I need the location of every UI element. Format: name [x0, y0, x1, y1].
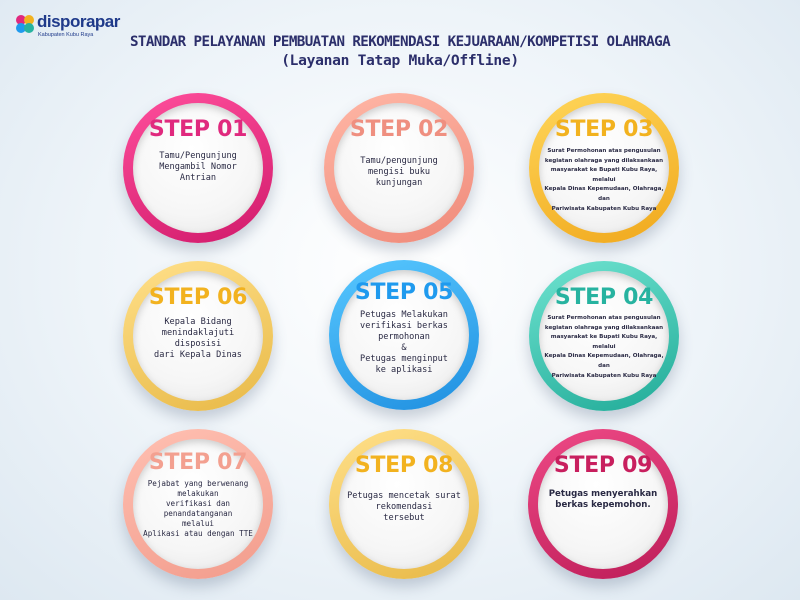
step-07-label: STEP 07 [148, 450, 248, 475]
disporapar-logo-icon [14, 13, 36, 35]
step-01-label: STEP 01 [148, 117, 248, 142]
step-08-label: STEP 08 [354, 453, 454, 478]
step-05-circle [329, 260, 479, 410]
title-line-1: STANDAR PELAYANAN PEMBUATAN REKOMENDASI KEJUARAAN/KOMPETISI OLAHRAGA [129, 34, 671, 50]
logo-brand: disporapar [37, 12, 120, 31]
step-06-text: Kepala Bidang menindaklajuti disposisi dari Kepala Dinas [154, 317, 242, 360]
step-08-circle [329, 429, 479, 579]
step-05-text: Petugas Melakukan verifikasi berkas permohonan & Petugas menginput ke aplikasi [360, 310, 448, 375]
step-09-text: Petugas menyerahkan berkas kepemohon. [548, 489, 658, 510]
step-04-circle [529, 261, 679, 411]
step-05-label: STEP 05 [354, 280, 454, 305]
logo-subtitle: Kabupaten Kubu Raya [38, 32, 94, 38]
step-04-label: STEP 04 [554, 285, 654, 310]
step-07-text: Pejabat yang berwenang melakukan verifikasi dan penandatanganan melalui Aplikasi atau dengan TTE [143, 479, 253, 538]
step-01-text: Tamu/Pengunjung Mengambil Nomor Antrian [159, 151, 237, 183]
step-07-circle [123, 429, 273, 579]
step-03-text: Surat Permohonan atas pengusulan kegiatan olahraga yang dilaksankaan masyarakat ke Bupati Kubu Raya, melalui Kepala Dinas Kepemudaan, Olahraga, dan Pariwisata Kabupaten Kubu Raya [544, 148, 664, 212]
step-02-label: STEP 02 [349, 117, 449, 142]
step-06-circle [123, 261, 273, 411]
step-03-circle [529, 93, 679, 243]
step-02-text: Tamu/pengunjung mengisi buku kunjungan [360, 156, 438, 188]
step-04-text: Surat Permohonan atas pengusulan kegiatan olahraga yang dilaksankaan masyarakat ke Bupati Kubu Raya, melalui Kepala Dinas Kepemudaan, Olahraga, dan Pariwisata Kabupaten Kubu Raya [544, 315, 664, 379]
step-09-label: STEP 09 [553, 453, 653, 478]
step-02-circle [324, 93, 474, 243]
step-08-text: Petugas mencetak surat rekomendasi tersebut [347, 491, 461, 523]
step-09-circle [528, 429, 678, 579]
page-title [0, 34, 800, 69]
step-03-label: STEP 03 [554, 117, 654, 142]
title-line-2: (Layanan Tatap Muka/Offline) [281, 52, 519, 69]
step-01-circle [123, 93, 273, 243]
step-06-label: STEP 06 [148, 285, 248, 310]
